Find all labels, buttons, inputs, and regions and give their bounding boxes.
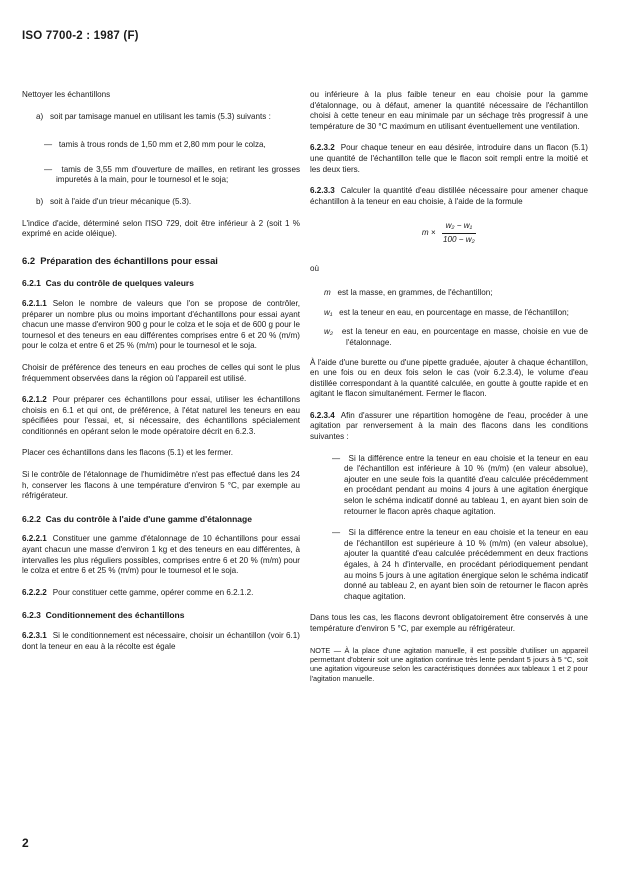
symbol-w1: w₁	[324, 307, 333, 317]
acid-paragraph: L'indice d'acide, déterminé selon l'ISO 729, doit être inférieur à 2 (soit 1 % exprimé en acide oléique).	[22, 218, 300, 239]
right-column	[310, 90, 588, 694]
clause-number: 6.2.1.1	[22, 298, 47, 308]
storage-paragraph: Dans tous les cas, les flacons devront obligatoirement être conservés à une température d'environ 5 °C, par exemple au réfrigérateur.	[310, 613, 588, 633]
section-6-2-3-heading: 6.2.3 Conditionnement des échantillons	[22, 610, 185, 621]
sieve-dash-1: — tamis à trous ronds de 1,50 mm et 2,80 mm pour le colza,	[44, 140, 266, 150]
clause-number: 6.2.3.2	[310, 143, 335, 153]
clause-number: 6.2.2.1	[22, 534, 47, 544]
where-label: où	[310, 263, 320, 273]
definition-text: est la teneur en eau, en pourcentage en masse, de l'échantillon;	[339, 307, 569, 317]
continuation-paragraph: ou inférieure à la plus faible teneur en eau choisie pour la gamme d'étalonnage, ou à défaut, amener la quantité nécessaire de l'échantillon choisi à cette teneur en eau minimale par un séchage très progressif à une température de 30 °C maximum en utilisant éventuellement une ventilation.	[310, 90, 588, 131]
left-column	[22, 90, 300, 663]
clause-number: 6.2.3.4	[310, 410, 335, 420]
clause-number: 6.2.3.1	[22, 631, 47, 640]
note-paragraph: NOTE — À la place d'une agitation manuelle, il est possible d'utiliser un appareil permettant d'obtenir soit une agitation continue très lente pendant 5 jours à 5 °C, soit une agitation vigoureuse selon les caractéristiques données aux tableaux 1 et 2 pour l'agitation manuelle.	[310, 645, 588, 683]
definition-w1	[324, 308, 588, 319]
section-6-2-2-heading: 6.2.2 Cas du contrôle à l'aide d'une gamme d'étalonnage	[22, 513, 252, 524]
para-text: Pour constituer cette gamme, opérer comme en 6.2.1.2.	[52, 587, 254, 597]
agitation-dash-1: — Si la différence entre la teneur en eau choisie et la teneur en eau de l'échantillon est inférieure à 10 % (m/m) (en valeur absolue), ajouter en une seule fois la quantité d'eau calculée précédemment en procédant pendant au moins 4 jours à une agitation énergique selon le schéma indicatif donné au tableau 1, en ayant bien soin de retourner le flacon après chaque agitation.	[332, 453, 588, 516]
para-text: Calculer la quantité d'eau distillée nécessaire pour amener chaque échantillon à la teneur en eau choisie, à l'aide de la formule	[310, 186, 588, 206]
definition-text: est la teneur en eau, en pourcentage en masse, choisie en vue de l'étalonnage.	[341, 327, 588, 347]
definition-text: est la masse, en grammes, de l'échantillon;	[337, 288, 493, 298]
formula-lhs: m ×	[421, 228, 436, 238]
symbol-m: m	[324, 288, 331, 298]
para-6-2-1-2	[22, 395, 300, 437]
definitions-list	[324, 288, 588, 348]
choose-paragraph: Choisir de préférence des teneurs en eau proches de celles qui sont le plus fréquemment observées dans la région où l'appareil est utilisé.	[22, 362, 300, 383]
para-6-2-2-2	[22, 588, 300, 599]
sieve-dash-2: — tamis de 3,55 mm d'ouverture de mailles, en retirant les grosses impuretés à la main, pour le tournesol et le soja;	[44, 164, 300, 185]
para-text: Pour préparer ces échantillons pour essai, utiliser les échantillons choisis en 6.1 et qui ont, de préférence, à l'état naturel les teneurs en eau spécifiées pour l'essai, et, si nécessaire, des échantillons spécialement conditionnés en opérant selon le mode opératoire décrit en 6.2.3.	[22, 395, 300, 436]
burette-paragraph: À l'aide d'une burette ou d'une pipette graduée, ajouter à chaque échantillon, en une fois ou en deux fois selon le cas (voir 6.2.3.4), le volume d'eau distillée correspondant à la quantité calculée, en goutte à goutte rapide et en agitant le flacon simultanément. Fermer le flacon.	[310, 357, 588, 399]
definition-w2	[324, 327, 588, 348]
intro-paragraph: Nettoyer les échantillons	[22, 90, 111, 99]
agitation-dash-2: — Si la différence entre la teneur en eau choisie et la teneur en eau de l'échantillon est supérieure à 10 % (m/m) (en valeur absolue), ajouter la quantité d'eau calculée précédemment en deux fractions égales, à 24 h d'intervalle, en procédant périodiquement pendant au moins 5 jours à une agitation énergique selon le schéma indicatif donné au tableau 2, en ayant bien soin de retourner le flacon après chaque agitation.	[332, 528, 588, 601]
para-text: Si le conditionnement est nécessaire, choisir un échantillon (voir 6.1) dont la teneur en eau à la récolte est égale	[22, 631, 300, 651]
section-6-2-1-heading: 6.2.1 Cas du contrôle de quelques valeurs	[22, 278, 194, 289]
para-6-2-3-1	[22, 631, 300, 652]
para-text: Pour chaque teneur en eau désirée, introduire dans un flacon (5.1) une quantité de l'échantillon telle que le flacon soit rempli entre la moitié et les deux tiers.	[310, 143, 588, 174]
list-item-b: b) soit à l'aide d'un trieur mécanique (5.3).	[36, 196, 192, 206]
definition-m	[324, 288, 588, 299]
control-paragraph: Si le contrôle de l'étalonnage de l'humidimètre n'est pas effectué dans les 24 h, conserver les flacons à une température d'environ 5 °C, par exemple au réfrigérateur.	[22, 470, 300, 501]
para-text: Selon le nombre de valeurs que l'on se propose de contrôler, préparer un nombre plus ou moins important d'échantillons pour essai ayant chacun une masse d'environ 900 g pour le colza et le soja et de 600 g pour le tournesol et des teneurs en eau différentes comprises entre 6 et 20 % (m/m) pour le colza et entre 6 et 25 % (m/m) pour le tournesol et le soja.	[22, 298, 300, 351]
section-6-2-heading: 6.2 Préparation des échantillons pour essai	[22, 254, 218, 266]
para-text: Constituer une gamme d'étalonnage de 10 échantillons pour essai ayant chacun une masse d'environ 1 kg et des teneurs en eau différentes, à intervalles les plus réguliers possibles, comprises entre 6 et 20 % (m/m) pour le colza et entre 6 et 25 % (m/m) pour le tournesol et le soja.	[22, 534, 300, 576]
clause-number: 6.2.3.3	[310, 186, 335, 196]
clause-number: 6.2.2.2	[22, 587, 47, 597]
water-formula	[310, 221, 588, 245]
formula-fraction	[442, 221, 477, 245]
symbol-w2: w₂	[324, 327, 333, 337]
place-paragraph: Placer ces échantillons dans les flacons (5.1) et les fermer.	[22, 448, 233, 458]
para-6-2-3-2	[310, 143, 588, 175]
list-item-a: a) soit par tamisage manuel en utilisant les tamis (5.3) suivants :	[36, 111, 271, 121]
formula-numerator: w₂ − w₁	[442, 221, 477, 234]
page-header: ISO 7700-2 : 1987 (F)	[22, 30, 139, 42]
page-number: 2	[22, 836, 29, 850]
clause-number: 6.2.1.2	[22, 395, 47, 405]
para-text: Afin d'assurer une répartition homogène de l'eau, procéder à une agitation par renversement à la main des flacons dans les conditions suivantes :	[310, 410, 588, 442]
para-6-2-3-4	[310, 411, 588, 443]
para-6-2-3-3	[310, 186, 588, 207]
formula-denominator: 100 − w₂	[443, 234, 475, 244]
para-6-2-2-1	[22, 534, 300, 576]
para-6-2-1-1	[22, 299, 300, 352]
